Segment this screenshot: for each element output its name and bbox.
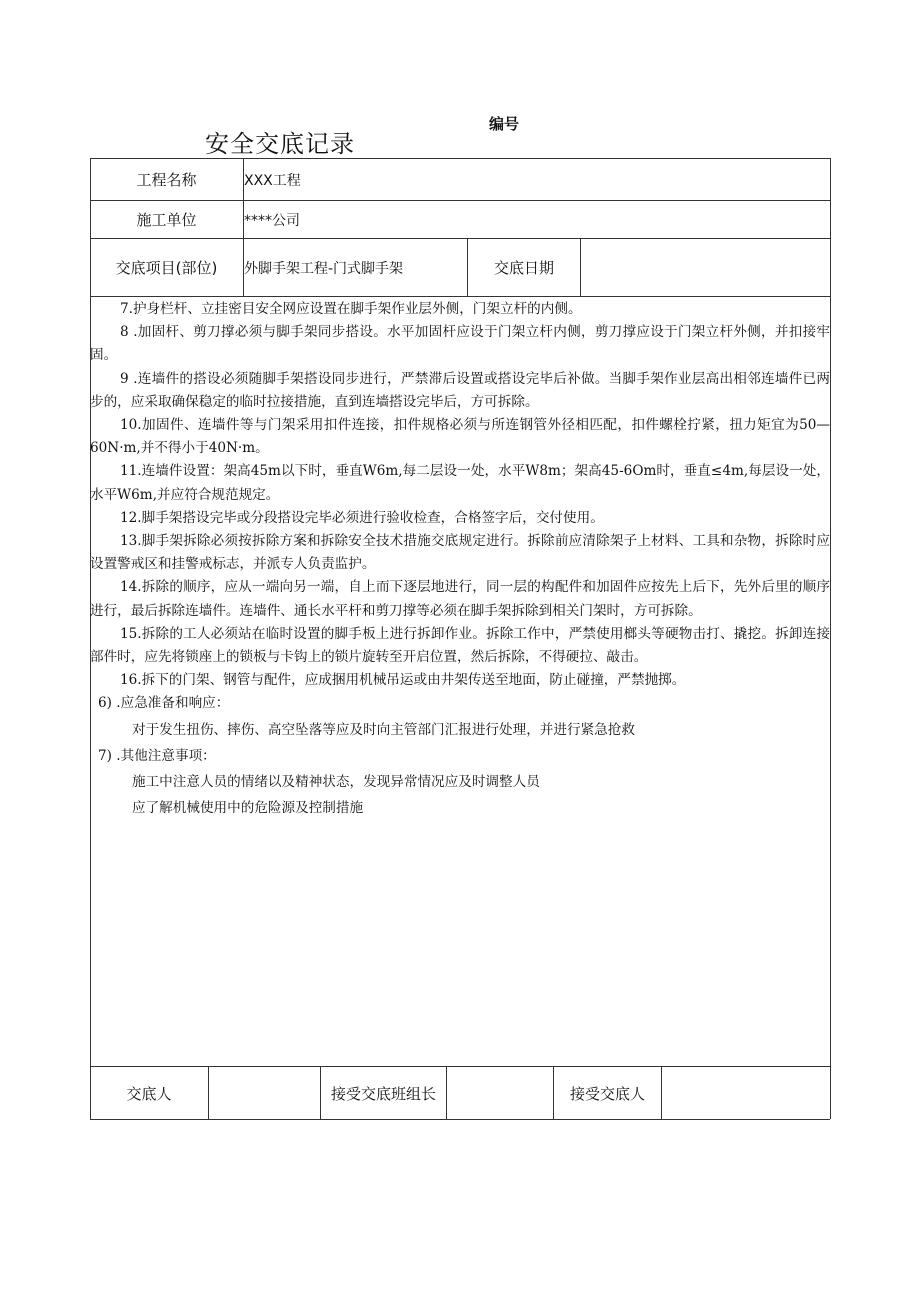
content-item: 11.连墙件设置：架高45m以下时，垂直W6m,每二层设一处，水平W8m；架高45-6Om时，垂直≤4m,每层设一处，水平W6m,并应符合规范规定。 (90, 463, 830, 503)
team-leader-signature-field[interactable] (447, 1067, 553, 1119)
document-number-label: 编号 (489, 115, 520, 133)
disclosure-date-value (581, 239, 830, 296)
receiver-label: 接受交底人 (569, 1084, 645, 1103)
other-notes-heading: 7) .其他注意事项： (98, 747, 216, 764)
disclosure-content (90, 298, 830, 820)
content-item: 14.拆除的顺序，应从一端向另一端，自上而下逐层地进行，同一层的构配件和加固件应按先上后下，先外后里的顺序进行，最后拆除连墙件。连墙件、通长水平杆和剪刀撑等必须在脚手架拆除到相关门架时，方可拆除。 (90, 579, 830, 619)
construction-unit-label: 施工单位 (136, 211, 197, 229)
other-note-item: 应了解机械使用中的危险源及控制措施 (132, 800, 364, 817)
content-item: 9 .连墙件的搭设必须随脚手架搭设同步进行，严禁滞后设置或搭设完毕后补做。当脚手架作业层高出相邻连墙件已两步的，应采取确保稳定的临时拉接措施，直到连墙搭设完毕后，方可拆除。 (90, 370, 830, 410)
receiver-signature-field[interactable] (662, 1067, 830, 1119)
content-item: 15.拆除的工人必须站在临时设置的脚手板上进行拆卸作业。拆除工作中，严禁使用榔头等硬物击打、撬挖。拆卸连接部件时，应先将锁座上的锁板与卡钩上的锁片旋转至开启位置，然后拆除，不得硬拉、敲击。 (90, 625, 830, 666)
content-item: 12.脚手架搭设完毕或分段搭设完毕必须进行验收检查，合格签字后，交付使用。 (120, 509, 604, 526)
emergency-text: 对于发生扭伤、摔伤、高空坠落等应及时向主管部门汇报进行处理，并进行紧急抢救 (132, 721, 635, 738)
other-note-item: 施工中注意人员的情绪以及精神状态，发现异常情况应及时调整人员 (132, 774, 540, 791)
construction-unit-value: ****公司 (244, 212, 300, 229)
emergency-heading: 6) .应急准备和响应： (98, 695, 230, 712)
page-title: 安全交底记录 (205, 130, 355, 158)
content-item: 10.加固件、连墙件等与门架采用扣件连接，扣件规格必须与所连钢管外径相匹配，扣件螺栓拧紧，扭力矩宜为50—60N·m,并不得小于40N·m。 (90, 417, 830, 457)
discloser-signature-field[interactable] (209, 1067, 320, 1119)
discloser-label: 交底人 (126, 1084, 172, 1103)
project-name-label: 工程名称 (136, 171, 197, 189)
disclosure-item-label: 交底项目(部位) (115, 259, 218, 277)
content-item: 13.脚手架拆除必须按拆除方案和拆除安全技术措施交底规定进行。拆除前应清除架子上材料、工具和杂物，拆除时应设置警戒区和挂警戒标志，并派专人负责监护。 (90, 533, 830, 573)
content-item: 8 .加固杆、剪刀撑必须与脚手架同步搭设。水平加固杆应设于门架立杆内侧，剪刀撑应设于门架立杆外侧，并扣接牢固。 (90, 324, 830, 364)
team-leader-label: 接受交底班组长 (330, 1084, 436, 1103)
content-item: 7.护身栏杆、立挂密目安全网应设置在脚手架作业层外侧，门架立杆的内侧。 (120, 301, 582, 317)
disclosure-item-value: 外脚手架工程-门式脚手架 (244, 260, 404, 277)
content-item: 16.拆下的门架、钢管与配件，应成捆用机械吊运或由井架传送至地面，防止碰撞，严禁抛掷。 (120, 672, 686, 689)
project-name-value: XXX工程 (244, 172, 301, 189)
disclosure-date-label: 交底日期 (493, 259, 554, 277)
